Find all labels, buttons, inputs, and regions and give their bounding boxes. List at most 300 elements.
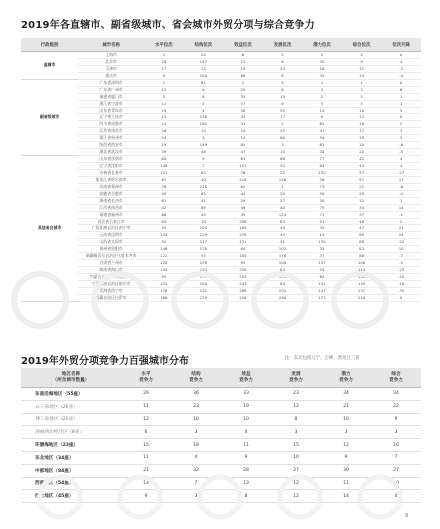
- city-name-cell: 广西壮族自治区南宁市: [78, 225, 144, 232]
- rank-cell: 69: [342, 232, 382, 239]
- table-row: [21, 190, 421, 197]
- city-name-cell: 新疆维吾尔自治区乌鲁木齐市: [78, 253, 144, 260]
- rank-cell: -22: [381, 239, 421, 246]
- count-cell: 12: [121, 413, 171, 426]
- rank-cell: -4: [381, 72, 421, 79]
- rank-cell: 24: [223, 128, 263, 135]
- table-row: [21, 267, 421, 274]
- column-header: 效益 竞争力: [221, 368, 271, 388]
- rank-cell: 31: [223, 121, 263, 128]
- city-name-cell: 青海省西宁市: [78, 287, 144, 294]
- city-name-cell: 甘肃省兰州市: [78, 260, 144, 267]
- rank-cell: 178: [184, 246, 224, 253]
- table-row: [21, 149, 421, 156]
- city-name-cell: 海南省海口市: [78, 267, 144, 274]
- count-cell: 22: [371, 400, 421, 413]
- table-row: [21, 114, 421, 121]
- count-cell: 3: [171, 490, 221, 503]
- rank-cell: 4: [381, 156, 421, 163]
- rank-cell: 57: [263, 197, 303, 204]
- rank-cell: 152: [144, 280, 184, 287]
- rank-cell: 2: [223, 79, 263, 86]
- rank-cell: 3: [144, 52, 184, 59]
- rank-cell: 9: [302, 114, 342, 121]
- rank-cell: 57: [342, 169, 382, 176]
- rank-cell: 47: [223, 149, 263, 156]
- rank-cell: 288: [223, 287, 263, 294]
- region-name-cell: 东北地区（34座）: [21, 451, 121, 464]
- city-name-cell: 宁夏回族自治区银川市: [78, 280, 144, 287]
- region-name-cell: 环渤海地区（23座）: [21, 439, 121, 452]
- count-cell: 4: [221, 426, 271, 439]
- city-name-cell: 浙江省宁波市: [78, 100, 144, 107]
- rank-cell: 61: [144, 197, 184, 204]
- rank-cell: 55: [263, 107, 303, 114]
- rank-cell: 5: [144, 93, 184, 100]
- rank-cell: 126: [263, 176, 303, 183]
- rank-cell: 42: [263, 232, 303, 239]
- table-row: [21, 176, 421, 183]
- rank-cell: 137: [302, 260, 342, 267]
- count-cell: 6: [121, 426, 171, 439]
- rank-cell: 26: [144, 128, 184, 135]
- rank-cell: 14: [223, 135, 263, 142]
- rank-cell: 79: [302, 204, 342, 211]
- count-cell: 7: [171, 477, 221, 490]
- city-name-cell: 四川省成都市: [78, 121, 144, 128]
- rank-cell: 124: [263, 211, 303, 218]
- rank-cell: 40: [184, 176, 224, 183]
- city-name-cell: 黑龙江省哈尔滨市: [78, 176, 144, 183]
- rank-cell: 4: [381, 58, 421, 65]
- rank-cell: 47: [342, 225, 382, 232]
- table-row: [21, 86, 421, 93]
- city-name-cell: 西藏自治区拉萨市: [78, 294, 144, 301]
- table-row: [21, 107, 421, 114]
- rank-cell: 146: [184, 114, 224, 121]
- rank-cell: 46: [184, 149, 224, 156]
- rank-cell: 126: [144, 260, 184, 267]
- rank-cell: 151: [223, 163, 263, 170]
- rank-cell: 57: [223, 100, 263, 107]
- count-cell: 30: [321, 464, 371, 477]
- rank-cell: -4: [381, 190, 421, 197]
- rank-cell: 106: [342, 260, 382, 267]
- rank-cell: 184: [184, 72, 224, 79]
- rank-cell: 173: [302, 294, 342, 301]
- count-cell: 11: [221, 439, 271, 452]
- rank-cell: 131: [223, 239, 263, 246]
- rank-cell: 60: [144, 156, 184, 163]
- rank-cell: 34: [223, 114, 263, 121]
- section-title: 2019年外贸分项竞争力百强城市分布: [21, 356, 189, 367]
- rank-cell: 1: [302, 79, 342, 86]
- count-cell: 16: [371, 439, 421, 452]
- region-group-cell: 副省级城市: [21, 79, 78, 155]
- count-cell: 23: [271, 388, 321, 401]
- rank-cell: 165: [223, 225, 263, 232]
- rank-cell: 2: [302, 93, 342, 100]
- rank-cell: -27: [381, 169, 421, 176]
- rank-cell: 30: [302, 58, 342, 65]
- rank-cell: -23: [381, 267, 421, 274]
- city-name-cell: 浙江省杭州市: [78, 135, 144, 142]
- rank-cell: 35: [302, 72, 342, 79]
- column-header: 结构位次: [184, 38, 224, 52]
- rank-cell: -10: [381, 274, 421, 281]
- page-title: 2019年各直辖市、副省级城市、省会城市外贸分项与综合竞争力: [21, 20, 315, 31]
- table-row: [21, 464, 421, 477]
- table-row: [21, 79, 421, 86]
- count-cell: 27: [371, 464, 421, 477]
- rank-cell: 1: [381, 100, 421, 107]
- rank-cell: 42: [342, 156, 382, 163]
- rank-cell: 3: [381, 135, 421, 142]
- city-name-cell: 上海市: [78, 52, 144, 59]
- count-cell: 9: [121, 490, 171, 503]
- rank-cell: 9: [144, 72, 184, 79]
- rank-cell: 146: [144, 246, 184, 253]
- rank-cell: 239: [223, 232, 263, 239]
- rank-cell: 14: [302, 232, 342, 239]
- count-cell: 15: [121, 439, 171, 452]
- rank-cell: 1: [263, 183, 303, 190]
- rank-cell: 149: [184, 142, 224, 149]
- rank-cell: 100: [263, 260, 303, 267]
- count-cell: 12: [271, 400, 321, 413]
- region-name-cell: 中部地区（84座）: [21, 464, 121, 477]
- count-cell: 4: [371, 490, 421, 503]
- rank-cell: 151: [302, 280, 342, 287]
- city-name-cell: 湖南省长沙市: [78, 197, 144, 204]
- table-row: [21, 169, 421, 176]
- rank-cell: 2: [302, 52, 342, 59]
- count-cell: 13: [221, 477, 271, 490]
- rank-cell: 10: [302, 107, 342, 114]
- rank-cell: 243: [223, 280, 263, 287]
- table-row: [21, 388, 421, 401]
- rank-cell: 61: [223, 156, 263, 163]
- city-name-cell: 吉林省长春市: [78, 169, 144, 176]
- rank-cell: 1: [381, 197, 421, 204]
- rank-cell: 35: [302, 225, 342, 232]
- rank-cell: 21: [223, 58, 263, 65]
- rank-cell: -7: [381, 253, 421, 260]
- rank-cell: 14: [144, 121, 184, 128]
- count-cell: 19: [221, 400, 271, 413]
- rank-cell: 40: [263, 204, 303, 211]
- rank-cell: 35: [223, 93, 263, 100]
- rank-cell: 3: [184, 135, 224, 142]
- city-name-cell: 湖北省武汉市: [78, 149, 144, 156]
- rank-cell: 8: [184, 93, 224, 100]
- table-row: [21, 294, 421, 301]
- rank-cell: 35: [302, 246, 342, 253]
- column-header: 综合位次: [342, 38, 382, 52]
- table-row: [21, 260, 421, 267]
- count-cell: 3: [321, 426, 371, 439]
- rank-cell: 67: [144, 176, 184, 183]
- city-name-cell: 山东省青岛市: [78, 107, 144, 114]
- rank-cell: 16: [342, 121, 382, 128]
- rank-cell: 19: [184, 218, 224, 225]
- rank-cell: 45: [263, 225, 303, 232]
- table-row: [21, 204, 421, 211]
- rank-cell: 6: [381, 86, 421, 93]
- table-row: [21, 128, 421, 135]
- rank-cell: 77: [302, 156, 342, 163]
- count-cell: 28: [221, 464, 271, 477]
- rank-cell: 229: [184, 232, 224, 239]
- rank-cell: 15: [263, 93, 303, 100]
- footnote: 注：东北包括辽宁、吉林、黑龙江三省: [285, 356, 360, 361]
- rank-cell: 45: [144, 190, 184, 197]
- rank-cell: 1: [342, 79, 382, 86]
- rank-cell: 4: [381, 163, 421, 170]
- rank-cell: 184: [184, 280, 224, 287]
- table-row: [21, 253, 421, 260]
- rank-cell: 30: [302, 197, 342, 204]
- rank-cell: 43: [342, 163, 382, 170]
- table-row: [21, 287, 421, 294]
- rank-cell: 156: [184, 260, 224, 267]
- column-header: 综合 竞争力: [371, 368, 421, 388]
- rank-cell: -6: [381, 142, 421, 149]
- rank-cell: 84: [302, 163, 342, 170]
- rank-cell: 32: [342, 197, 382, 204]
- city-name-cell: 重庆市: [78, 72, 144, 79]
- rank-cell: 176: [263, 274, 303, 281]
- rank-cell: 239: [184, 294, 224, 301]
- rank-cell: 62: [223, 183, 263, 190]
- rank-cell: 20: [342, 149, 382, 156]
- table-row: [21, 211, 421, 218]
- count-cell: 14: [321, 490, 371, 503]
- count-cell: 14: [121, 477, 171, 490]
- rank-cell: -1: [381, 211, 421, 218]
- rank-cell: 146: [144, 163, 184, 170]
- rank-cell: 206: [223, 218, 263, 225]
- rank-cell: 179: [184, 274, 224, 281]
- rank-cell: 259: [223, 267, 263, 274]
- rank-cell: -2: [381, 65, 421, 72]
- count-cell: 21: [121, 464, 171, 477]
- city-name-cell: 福建省厦门市: [78, 93, 144, 100]
- table-row: [21, 439, 421, 452]
- rank-cell: 34: [342, 204, 382, 211]
- rank-cell: 12: [144, 86, 184, 93]
- count-cell: 9: [221, 451, 271, 464]
- count-cell: 36: [171, 388, 221, 401]
- column-header: 潜力位次: [302, 38, 342, 52]
- rank-cell: 71: [302, 211, 342, 218]
- rank-cell: 51: [302, 218, 342, 225]
- rank-cell: -18: [381, 280, 421, 287]
- table-row: [21, 156, 421, 163]
- table-row: [21, 183, 421, 190]
- city-name-cell: 云南省昆明市: [78, 232, 144, 239]
- region-name-cell: 西南地区（54座）: [21, 477, 121, 490]
- table-row: [21, 163, 421, 170]
- rank-cell: 54: [302, 267, 342, 274]
- region-name-cell: 珠三角地区（21座）: [21, 413, 121, 426]
- rank-cell: 218: [223, 176, 263, 183]
- rank-cell: 0: [381, 79, 421, 86]
- rank-cell: 237: [342, 287, 382, 294]
- rank-cell: 2: [381, 218, 421, 225]
- rank-cell: 68: [263, 156, 303, 163]
- rank-cell: 41: [184, 197, 224, 204]
- rank-cell: 24: [381, 232, 421, 239]
- rank-cell: 2: [184, 100, 224, 107]
- rank-cell: 83: [263, 280, 303, 287]
- rank-cell: 290: [263, 294, 303, 301]
- count-cell: 10: [371, 477, 421, 490]
- rank-cell: 9: [342, 58, 382, 65]
- table-row: [21, 142, 421, 149]
- count-cell: 23: [171, 400, 221, 413]
- city-name-cell: 山西省太原市: [78, 239, 144, 246]
- table-row: [21, 477, 421, 490]
- rank-cell: 17: [144, 65, 184, 72]
- rank-cell: 41: [263, 239, 303, 246]
- rank-cell: 81: [302, 142, 342, 149]
- region-name-cell: 海峡西岸经济区（8座）: [21, 426, 121, 439]
- rank-cell: 21: [381, 225, 421, 232]
- table-row: [21, 490, 421, 503]
- rank-cell: 55: [184, 253, 224, 260]
- rank-cell: 5: [381, 107, 421, 114]
- city-competitiveness-table: [21, 38, 421, 302]
- rank-cell: 7: [184, 163, 224, 170]
- rank-cell: 228: [184, 183, 224, 190]
- table-row: [21, 135, 421, 142]
- rank-cell: 10: [263, 149, 303, 156]
- rank-cell: 11: [342, 65, 382, 72]
- rank-cell: 3: [342, 86, 382, 93]
- rank-cell: 204: [263, 287, 303, 294]
- table-row: [21, 65, 421, 72]
- rank-cell: 39: [223, 211, 263, 218]
- rank-cell: 97: [342, 176, 382, 183]
- count-cell: 3: [171, 426, 221, 439]
- rank-cell: 15: [144, 114, 184, 121]
- count-cell: 18: [171, 439, 221, 452]
- city-name-cell: 广东省广州市: [78, 86, 144, 93]
- rank-cell: 84: [144, 218, 184, 225]
- page-number: 9: [405, 513, 409, 519]
- rank-cell: 19: [342, 135, 382, 142]
- rank-cell: 4: [302, 86, 342, 93]
- count-cell: 3: [271, 426, 321, 439]
- count-cell: 11: [321, 477, 371, 490]
- column-header: 水平位次: [144, 38, 184, 52]
- count-cell: 9: [371, 413, 421, 426]
- rank-cell: 25: [223, 86, 263, 93]
- count-cell: 8: [221, 490, 271, 503]
- rank-cell: 14: [342, 72, 382, 79]
- rank-cell: 81: [184, 79, 224, 86]
- rank-cell: 30: [302, 149, 342, 156]
- rank-cell: 2: [381, 121, 421, 128]
- count-cell: 27: [271, 464, 321, 477]
- column-header: 城市名称: [78, 38, 144, 52]
- table-row: [21, 280, 421, 287]
- rank-cell: 60: [263, 135, 303, 142]
- city-name-cell: 安徽省合肥市: [78, 190, 144, 197]
- rank-cell: 17: [381, 176, 421, 183]
- rank-cell: 14: [184, 128, 224, 135]
- rank-cell: 88: [342, 253, 382, 260]
- rank-cell: 39: [144, 149, 184, 156]
- rank-cell: 93: [223, 260, 263, 267]
- rank-cell: 24: [144, 135, 184, 142]
- rank-cell: 114: [342, 267, 382, 274]
- rank-cell: 135: [342, 280, 382, 287]
- city-name-cell: 河北省石家庄市: [78, 218, 144, 225]
- count-cell: 33: [221, 388, 271, 401]
- count-cell: 3: [371, 426, 421, 439]
- rank-cell: 17: [263, 114, 303, 121]
- column-header: 水平 竞争力: [121, 368, 171, 388]
- rank-cell: 73: [302, 183, 342, 190]
- city-name-cell: 山东省济南市: [78, 156, 144, 163]
- rank-cell: 5: [342, 93, 382, 100]
- count-cell: 11: [121, 400, 171, 413]
- rank-cell: 56: [302, 176, 342, 183]
- rank-cell: 44: [184, 211, 224, 218]
- city-name-cell: 福建省福州市: [78, 211, 144, 218]
- rank-cell: 95: [144, 274, 184, 281]
- rank-cell: -3: [381, 149, 421, 156]
- rank-cell: 54: [263, 163, 303, 170]
- count-cell: 15: [271, 439, 321, 452]
- rank-cell: 20: [263, 190, 303, 197]
- rank-cell: 42: [144, 204, 184, 211]
- rank-cell: 35: [144, 225, 184, 232]
- table-row: [21, 239, 421, 246]
- rank-cell: 234: [184, 267, 224, 274]
- region-name-cell: 西北地区（45座）: [21, 490, 121, 503]
- rank-cell: 9: [381, 294, 421, 301]
- rank-cell: -5: [381, 260, 421, 267]
- rank-cell: 89: [184, 204, 224, 211]
- city-name-cell: 辽宁省沈阳市: [78, 163, 144, 170]
- count-cell: 21: [321, 400, 371, 413]
- rank-cell: 3: [342, 100, 382, 107]
- rank-cell: 10: [381, 246, 421, 253]
- rank-cell: 44: [223, 190, 263, 197]
- rank-cell: 65: [184, 190, 224, 197]
- table-row: [21, 121, 421, 128]
- table-row: [21, 197, 421, 204]
- rank-cell: 37: [302, 253, 342, 260]
- rank-cell: 2: [342, 52, 382, 59]
- rank-cell: 122: [144, 253, 184, 260]
- rank-cell: 5: [263, 52, 303, 59]
- rank-cell: 82: [302, 121, 342, 128]
- rank-cell: 6: [184, 86, 224, 93]
- rank-cell: 15: [184, 65, 224, 72]
- table-row: [21, 72, 421, 79]
- rank-cell: 254: [342, 294, 382, 301]
- rank-cell: 151: [144, 169, 184, 176]
- rank-cell: 64: [184, 169, 224, 176]
- rank-cell: 3: [381, 128, 421, 135]
- rank-cell: 0: [381, 114, 421, 121]
- rank-cell: 0: [381, 52, 421, 59]
- rank-cell: 203: [223, 274, 263, 281]
